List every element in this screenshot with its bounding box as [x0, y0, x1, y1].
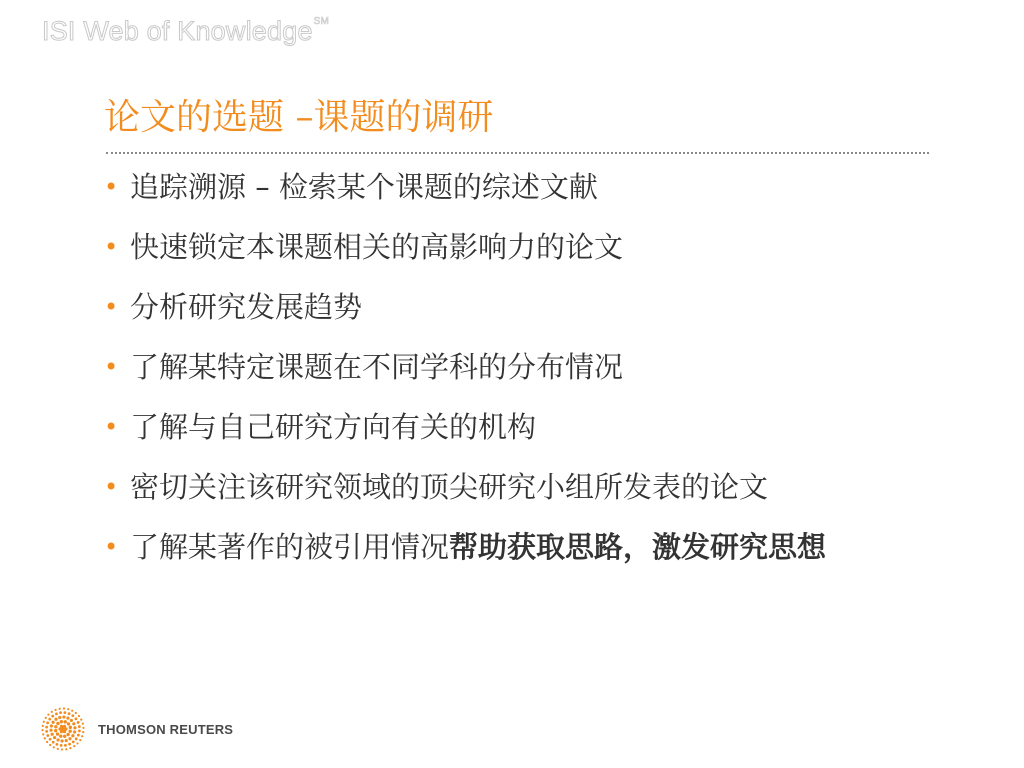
bullet-text: 快速锁定本课题相关的高影响力的论文 [130, 230, 624, 264]
title-divider [106, 152, 929, 154]
bullet-list [104, 170, 904, 564]
bullet-item [104, 410, 904, 444]
bullet-dot-icon: • [104, 533, 119, 561]
bullet-text-emphasis: 帮助获取思路，激发研究思想 [449, 530, 827, 564]
bullet-dot-icon: • [104, 293, 119, 321]
bullet-text: 了解与自己研究方向有关的机构 [130, 410, 537, 444]
bullet-dot-icon: • [104, 233, 119, 261]
bullet-dot-icon: • [104, 473, 119, 501]
bullet-dot-icon: • [104, 413, 119, 441]
bullet-item [104, 350, 904, 384]
thomson-reuters-logo [40, 706, 233, 752]
bullet-text: 密切关注该研究领域的顶尖研究小组所发表的论文 [130, 470, 769, 504]
bullet-item [104, 230, 904, 264]
bullet-item [104, 290, 904, 324]
logo-wordmark: THOMSON REUTERS [98, 721, 234, 737]
bullet-text-regular: 了解某著作的被引用情况 [130, 530, 450, 564]
bullet-item [104, 470, 904, 504]
slide-title: 论文的选题 –课题的调研 [104, 97, 494, 138]
thomson-reuters-dot-sphere-icon [40, 706, 86, 752]
brand-service-mark: SM [313, 16, 330, 27]
brand-header [42, 16, 329, 47]
bullet-dot-icon: • [104, 173, 119, 201]
bullet-dot-icon: • [104, 353, 119, 381]
bullet-item [104, 170, 904, 204]
bullet-text: 追踪溯源 – 检索某个课题的综述文献 [130, 170, 598, 204]
bullet-text [130, 530, 826, 564]
bullet-text: 分析研究发展趋势 [130, 290, 363, 324]
bullet-text: 了解某特定课题在不同学科的分布情况 [130, 350, 624, 384]
bullet-item [104, 530, 904, 564]
brand-name: ISI Web of Knowledge [42, 16, 313, 46]
